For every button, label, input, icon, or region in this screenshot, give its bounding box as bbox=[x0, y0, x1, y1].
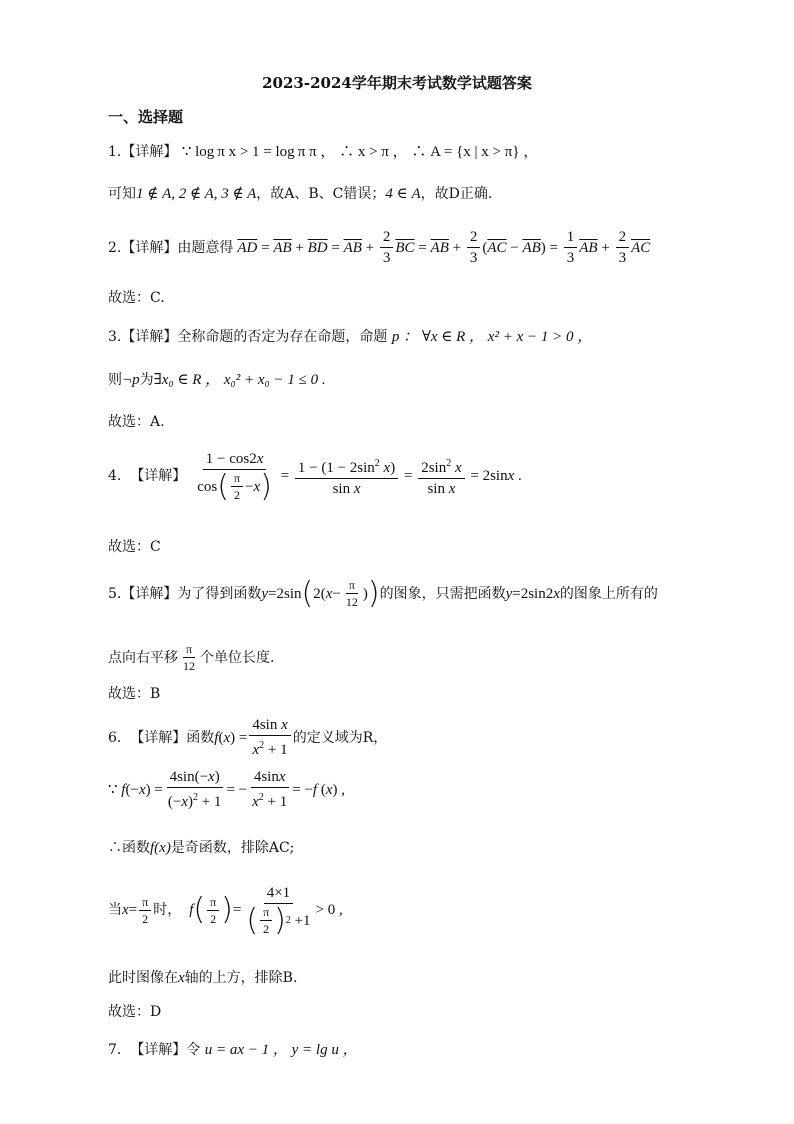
q7-number: 7. bbox=[108, 1042, 122, 1058]
q1-line-1 bbox=[108, 142, 538, 162]
q2-line-1 bbox=[108, 228, 650, 267]
q6-text-odd: 是奇函数，排除AC; bbox=[170, 840, 295, 856]
q1-number: 1. bbox=[108, 144, 122, 160]
q2-text: 由题意得 bbox=[177, 239, 234, 256]
q5-number: 5. bbox=[108, 585, 122, 602]
q1-math-2b: 4 ∈ A bbox=[385, 186, 421, 202]
q2-number: 2. bbox=[108, 239, 122, 256]
q6-number: 6. bbox=[108, 729, 122, 746]
q3-math-neg-p: ¬p bbox=[122, 372, 140, 388]
q6-func-def: f ( x ) = $\frac{\text{4sin x}}{x^2 + 1}$ bbox=[214, 716, 293, 759]
q7-text: 令 bbox=[186, 1042, 201, 1058]
q6-line-5 bbox=[108, 968, 297, 988]
q5-answer: 故选：B bbox=[108, 686, 161, 702]
q6-text-when: 当 bbox=[108, 902, 122, 918]
q5-tag: 【详解】 bbox=[121, 585, 178, 602]
q6-line-2 bbox=[108, 768, 345, 811]
q1-math-line1: ∵ log π x > 1 = log π π ， ∴ x > π ， ∴ A = {x | x > π} ， bbox=[181, 144, 539, 160]
q2-answer: 故选：C. bbox=[108, 290, 165, 306]
q3-math-2: ∃x₀ ∈ R ， x₀² + x₀ − 1 ≤ 0 . bbox=[153, 372, 326, 388]
q6-line-1 bbox=[108, 716, 387, 759]
q1-tag: 【详解】 bbox=[121, 144, 178, 160]
q7-line-1 bbox=[108, 1040, 358, 1060]
q6-line-4 bbox=[108, 884, 343, 936]
section-heading: 一、选择题 bbox=[108, 108, 184, 126]
q4-number: 4. bbox=[108, 468, 122, 484]
q2-tag: 【详解】 bbox=[121, 239, 178, 256]
q6-answer: 故选：D bbox=[108, 1004, 162, 1020]
q3-answer: 故选：A. bbox=[108, 414, 165, 430]
q3-number: 3. bbox=[108, 329, 122, 345]
q3-line-1 bbox=[108, 327, 592, 347]
q2-equation: $\overline{AD}$ = $\overline{AB}$ + $\overline{BD}$ = $\overline{AB}$ + $\frac{2}{3}$ $\overline{BC}$ = $\overline{AB}$ + $\frac{2}{3}$ ( $\overline{AC}$ − $\overline{AB}$ ) = $\frac{1}{3}$ $\overline{AB}$ + $\frac{2}{3}$ $\overline{AC}$ bbox=[237, 229, 651, 266]
q4-equation: 1 − cos2x cos ( $\frac{\pi}{2}$ − x ) = $\frac{1 - (1 - 2\sin^2 x)}{\text{sin x}}$ = $\frac{2\sin^2 x}{\text{sin x}}$ = 2sin x . bbox=[197, 451, 522, 504]
q5-text-2: 的图象，只需把函数 bbox=[379, 585, 506, 602]
q3-tag: 【详解】 bbox=[121, 329, 178, 345]
q1-text-mid: ，故A、B、C错误； bbox=[256, 186, 386, 202]
q6-odd-check: ∵ f (− x ) = $\frac{4\sin(-x)}{(-x)^2 + 1}$ = − $\frac{4\sin x}{x^2 + 1}$ = − f ( x ) , bbox=[108, 769, 346, 810]
q3-line-2 bbox=[108, 370, 326, 390]
q5-line-1 bbox=[108, 575, 658, 611]
q3-text: 全称命题的否定为存在命题，命题 bbox=[177, 329, 388, 345]
q5-text-1: 为了得到函数 bbox=[177, 585, 262, 602]
q5-text-3: 的图象上所有的 bbox=[559, 585, 658, 602]
q6-math-fx: f(x) bbox=[150, 840, 171, 856]
q5-shift-fraction: $\frac{\pi}{12}$ bbox=[183, 642, 195, 673]
q6-text-graph: 此时图像在 bbox=[108, 970, 178, 986]
q6-eval: f ( $\frac{\pi}{2}$ ) = 4×1 ( $\frac{\pi}{2}$ ) 2 +1 > 0 , bbox=[189, 885, 343, 938]
q6-text-func: ∴函数 bbox=[108, 840, 150, 856]
q4-line-1 bbox=[108, 450, 522, 502]
q5-func-2: y=2sin2x bbox=[505, 585, 560, 602]
q3-math-1: p ： ∀x ∈ R ， x² + x − 1 > 0 ， bbox=[391, 329, 593, 345]
q5-text-pre: 点向右平移 bbox=[108, 649, 178, 666]
q1-line-2 bbox=[108, 184, 492, 204]
page-title: 2023-2024学年期末考试数学试题答案 bbox=[262, 74, 532, 92]
q4-tag: 【详解】 bbox=[130, 468, 187, 484]
q5-line-2 bbox=[108, 642, 274, 673]
q6-text-post: 的定义域为R， bbox=[292, 729, 388, 746]
q6-text-time: 时， bbox=[153, 902, 182, 918]
q5-text-post: 个单位长度. bbox=[200, 649, 275, 666]
q3-text-pre: 则 bbox=[108, 372, 122, 388]
q5-func-1: y =2sin ( 2( x − $\frac{\pi}{12}$ ) ) bbox=[261, 575, 380, 611]
q1-text-pre: 可知 bbox=[108, 186, 136, 202]
q1-text-post: ，故D正确. bbox=[420, 186, 493, 202]
q7-tag: 【详解】 bbox=[130, 1042, 187, 1058]
q3-text-mid: 为 bbox=[139, 372, 154, 388]
q1-math-2a: 1 ∉ A, 2 ∉ A, 3 ∉ A bbox=[136, 186, 257, 202]
q6-text-pre: 函数 bbox=[186, 729, 215, 746]
q4-answer: 故选：C bbox=[108, 539, 161, 555]
q6-text-above: 轴的上方，排除B. bbox=[184, 970, 298, 986]
q6-math-x: x bbox=[178, 970, 185, 986]
q7-math: u = ax − 1 ， y = lg u ， bbox=[204, 1042, 358, 1058]
q6-line-3 bbox=[108, 838, 294, 858]
q6-tag: 【详解】 bbox=[130, 729, 187, 746]
q6-x-value: x = $\frac{\pi}{2}$ bbox=[122, 895, 153, 926]
